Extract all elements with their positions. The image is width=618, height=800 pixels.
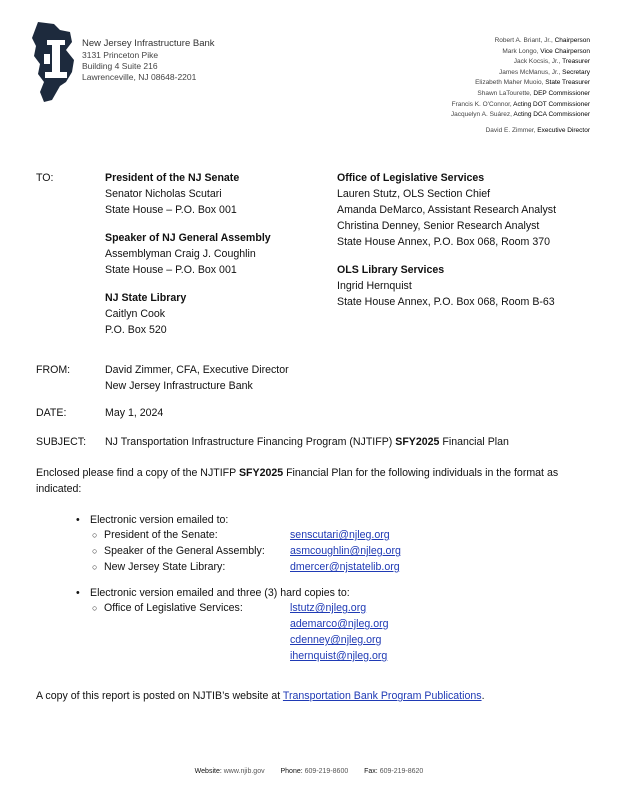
board-member: Elizabeth Maher Muoio, State Treasurer bbox=[475, 79, 590, 87]
recipient-heading: President of the NJ Senate bbox=[105, 172, 240, 184]
circle-bullet-icon: ○ bbox=[92, 530, 98, 540]
from-label: FROM: bbox=[36, 364, 71, 376]
email-link[interactable]: senscutari@njleg.org bbox=[290, 529, 390, 541]
subject-label: SUBJECT: bbox=[36, 436, 87, 448]
recipient-line: Senator Nicholas Scutari bbox=[105, 188, 222, 200]
recipient-line: Ingrid Hernquist bbox=[337, 280, 412, 292]
recipient-line: Amanda DeMarco, Assistant Research Analyst bbox=[337, 204, 557, 216]
intro-paragraph: Enclosed please find a copy of the NJTIFP SFY2025 Financial Plan for the following individuals in the format as indicated: bbox=[36, 467, 559, 495]
closing-paragraph: A copy of this report is posted on NJTIB’s website at Transportation Bank Program Publications. bbox=[36, 690, 485, 702]
ols-item: ○ Office of Legislative Services: bbox=[92, 602, 243, 614]
recipient-line: State House – P.O. Box 001 bbox=[105, 204, 237, 216]
date-label: DATE: bbox=[36, 407, 67, 419]
to-label: TO: bbox=[36, 172, 54, 184]
address-line: Building 4 Suite 216 bbox=[82, 61, 158, 71]
recipient-line: Christina Denney, Senior Research Analyst bbox=[337, 220, 540, 232]
recipient-line: State House Annex, P.O. Box 068, Room B-63 bbox=[337, 296, 555, 308]
email-link[interactable]: asmcoughlin@njleg.org bbox=[290, 545, 401, 557]
bullet-icon: • bbox=[76, 587, 80, 599]
bullet-icon: • bbox=[76, 514, 80, 526]
board-members-list bbox=[451, 36, 590, 136]
email-link[interactable]: lstutz@njleg.org bbox=[290, 602, 367, 614]
electronic-emails bbox=[290, 527, 401, 575]
address-line: Lawrenceville, NJ 08648-2201 bbox=[82, 72, 197, 82]
recipients-left bbox=[105, 170, 271, 338]
org-address-block bbox=[82, 38, 215, 83]
recipient-line: Caitlyn Cook bbox=[105, 308, 166, 320]
executive-director: David E. Zimmer, Executive Director bbox=[485, 126, 590, 134]
circle-bullet-icon: ○ bbox=[92, 603, 98, 613]
from-line: New Jersey Infrastructure Bank bbox=[105, 380, 253, 392]
board-member: Shawn LaTourette, DEP Commissioner bbox=[477, 89, 590, 97]
email-link[interactable]: dmercer@njstatelib.org bbox=[290, 561, 400, 573]
list-item: ○ Speaker of the General Assembly: bbox=[92, 545, 265, 557]
njib-logo bbox=[30, 20, 78, 104]
board-member: James McManus, Jr., Secretary bbox=[498, 68, 590, 76]
from-block bbox=[105, 362, 289, 394]
board-member: Mark Longo, Vice Chairperson bbox=[502, 47, 590, 55]
address-line: 3131 Princeton Pike bbox=[82, 50, 159, 60]
recipient-heading: OLS Library Services bbox=[337, 264, 445, 276]
board-member: Jacquelyn A. Suárez, Acting DCA Commissioner bbox=[450, 111, 590, 119]
from-line: David Zimmer, CFA, Executive Director bbox=[105, 364, 289, 376]
recipient-heading: Office of Legislative Services bbox=[337, 172, 485, 184]
footer-website[interactable]: www.njib.gov bbox=[223, 768, 265, 775]
recipient-line: Lauren Stutz, OLS Section Chief bbox=[337, 188, 491, 200]
circle-bullet-icon: ○ bbox=[92, 562, 98, 572]
bullet-electronic: • Electronic version emailed to: bbox=[76, 514, 229, 526]
subject-value: NJ Transportation Infrastructure Financing Program (NJTIFP) SFY2025 Financial Plan bbox=[105, 436, 509, 448]
board-member: Jack Kocsis, Jr., Treasurer bbox=[513, 58, 590, 66]
nj-state-logo-icon bbox=[30, 20, 78, 104]
list-item: ○ New Jersey State Library: bbox=[92, 561, 226, 573]
recipient-line: P.O. Box 520 bbox=[105, 324, 167, 336]
recipients-right bbox=[337, 170, 556, 310]
board-member: Robert A. Briant, Jr., Chairperson bbox=[494, 37, 590, 44]
board-member: Francis K. O'Connor, Acting DOT Commissioner bbox=[451, 100, 590, 108]
recipient-line: State House Annex, P.O. Box 068, Room 370 bbox=[337, 236, 550, 248]
email-link[interactable]: ademarco@njleg.org bbox=[290, 618, 389, 630]
circle-bullet-icon: ○ bbox=[92, 546, 98, 556]
footer: Website: www.njib.gov Phone: 609-219-8600 Fax: 609-219-8620 bbox=[194, 768, 424, 775]
email-link[interactable]: ihernquist@njleg.org bbox=[290, 650, 388, 662]
electronic-list bbox=[92, 527, 265, 575]
footer-fax: 609-219-8620 bbox=[379, 768, 424, 775]
footer-phone: 609-219-8600 bbox=[304, 768, 349, 775]
recipient-heading: NJ State Library bbox=[105, 292, 187, 304]
publications-link[interactable]: Transportation Bank Program Publications bbox=[282, 690, 482, 702]
recipient-line: State House – P.O. Box 001 bbox=[105, 264, 237, 276]
ols-emails bbox=[290, 600, 389, 664]
bullet-hardcopy: • Electronic version emailed and three (3) hard copies to: bbox=[76, 587, 350, 599]
org-name: New Jersey Infrastructure Bank bbox=[82, 38, 215, 49]
recipient-heading: Speaker of NJ General Assembly bbox=[105, 232, 271, 244]
date-value: May 1, 2024 bbox=[105, 407, 164, 419]
email-link[interactable]: cdenney@njleg.org bbox=[290, 634, 382, 646]
list-item: ○ President of the Senate: bbox=[92, 529, 218, 541]
recipient-line: Assemblyman Craig J. Coughlin bbox=[105, 248, 256, 260]
